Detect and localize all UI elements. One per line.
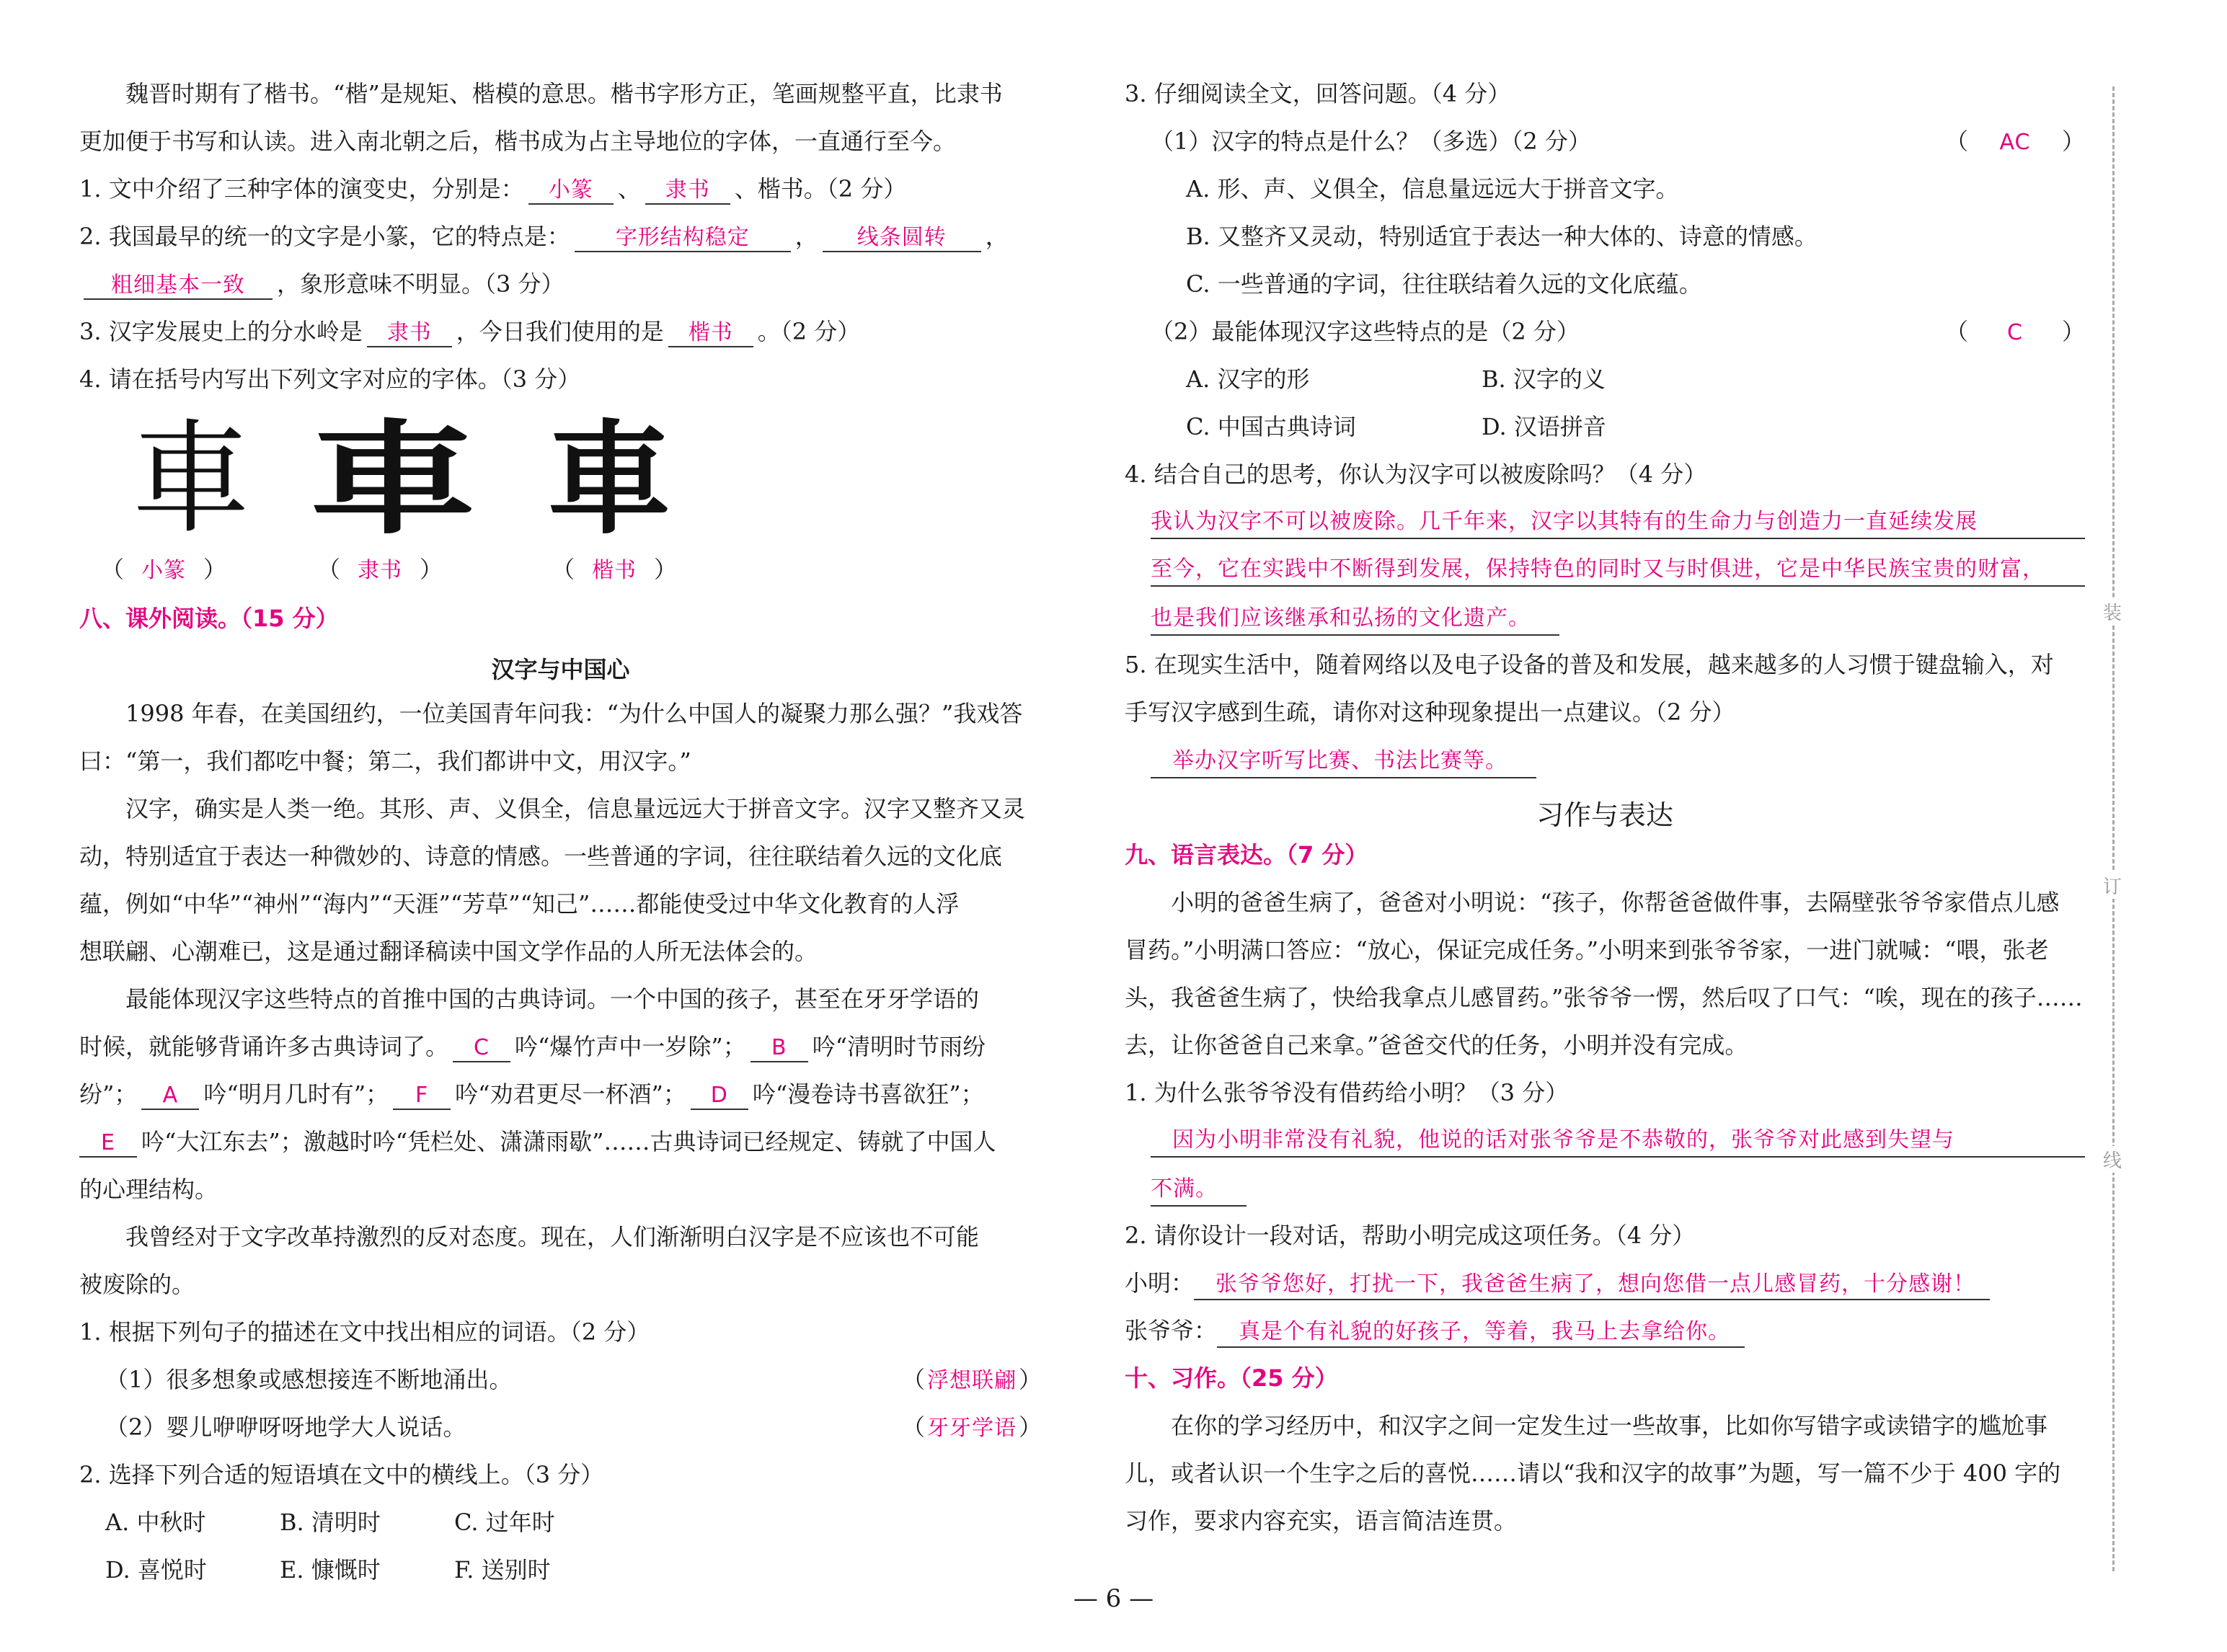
paragraph-line: 蕴，例如“中华”“神州”“海内”“天涯”“芳草”“知己”……都能使受过中华文化教育的人浮 [79,890,960,918]
answer-blank[interactable]: 粗细基本一致 [84,272,273,300]
question-2: 2. 我国最早的统一的文字是小篆，它的特点是： 字形结构稳定 ， 线条圆转 ， [79,222,1042,252]
option: A. 形、声、义俱全，信息量远远大于拼音文字。 [1186,175,1679,203]
answer-line[interactable]: 至今，它在实践中不断得到发展，保持特色的同时又与时俱进，它是中华民族宝贵的财富， [1125,555,2085,587]
reading-question-1-2: （2）婴儿咿咿呀呀地学大人说话。 （ 牙牙学语） [79,1413,1042,1442]
paragraph-line: 曰：“第一，我们都吃中餐；第二，我们都讲中文，用汉字。” [79,747,691,775]
answer-blank[interactable]: C [453,1035,510,1062]
language-question-1: 1. 为什么张爷爷没有借药给小明？（3 分） [1125,1079,1569,1106]
answer-field[interactable]: 浮想联翩 [926,1368,1017,1393]
page-number: — 6 — [1073,1584,1154,1613]
answer-line[interactable]: 因为小明非常没有礼貌，他说的话对张爷爷是不恭敬的，张爷爷对此感到失望与 [1125,1126,2085,1158]
speaker: 小明： [1125,1269,1195,1297]
glyph-answer-3: （ 楷书 ） [552,556,678,583]
binding-mark: 线 [2103,1146,2122,1173]
answer-blank[interactable]: B [751,1035,808,1062]
dialog-line [1125,1316,2085,1348]
answer-blank[interactable]: D [691,1083,748,1110]
answer-blank[interactable]: 隶书 [645,177,730,205]
answer-blank[interactable]: F [393,1083,451,1110]
question-2-cont: 粗细基本一致 ，象形意味不明显。（3 分） [79,270,1042,300]
paragraph-line: 儿，或者认识一个生字之后的喜悦……请以“我和汉字的故事”为题，写一篇不少于 400 字的 [1125,1460,2061,1487]
reading-question-2: 2. 选择下列合适的短语填在文中的横线上。（3 分） [79,1461,604,1488]
answer-line[interactable]: 张爷爷您好，打扰一下，我爸爸生病了，想向您借一点儿感冒药，十分感谢！ [1194,1270,1990,1300]
answer-line[interactable]: 举办汉字听写比赛、书法比赛等。 [1125,745,2085,778]
answer-blank[interactable]: 楷书 [668,320,753,347]
paragraph-line: 被废除的。 [79,1271,195,1298]
reading-question-3-1: （1）汉字的特点是什么？（多选）（2 分） （ AC ） [1125,127,2085,156]
glyph-answer-2: （ 隶书 ） [317,556,443,583]
answer-field[interactable]: C [2007,320,2023,345]
reading-question-1-1: （1）很多想象或感想接连不断地涌出。 （ 浮想联翩） [79,1365,1042,1394]
article-title: 汉字与中国心 [491,656,630,683]
option: C. 中国古典诗词 [1186,413,1356,440]
answer-field[interactable]: 牙牙学语 [926,1416,1017,1441]
answer-line[interactable]: 不满。 [1125,1173,2085,1207]
answer-blank[interactable]: E [79,1130,137,1158]
intro-line: 更加便于书写和认读。进入南北朝之后，楷书成为占主导地位的字体，一直通行至今。 [79,128,957,155]
speaker: 张爷爷： [1125,1317,1218,1344]
reading-question-3: 3. 仔细阅读全文，回答问题。（4 分） [1125,80,1511,107]
paragraph-line: 小明的爸爸生病了，爸爸对小明说：“孩子，你帮爸爸做件事，去隔壁张爷爷家借点儿感 [1171,889,2060,916]
question-3: 3. 汉字发展史上的分水岭是 隶书 ，今日我们使用的是 楷书 。（2 分） [79,317,1042,347]
reading-question-1: 1. 根据下列句子的描述在文中找出相应的词语。（2 分） [79,1318,650,1346]
section-9-heading: 九、语言表达。（7 分） [1125,841,1368,869]
answer-line[interactable]: 真是个有礼貌的好孩子，等着，我马上去拿给你。 [1217,1318,1745,1348]
section-8-heading: 八、课外阅读。（15 分） [79,605,339,632]
paragraph-line: 汉字，确实是人类一绝。其形、声、义俱全，信息量远远大于拼音文字。汉字又整齐又灵 [125,795,1026,822]
paragraph-line: 在你的学习经历中，和汉字之间一定发生过一些故事，比如你写错字或读错字的尴尬事 [1171,1412,2048,1439]
answer-field[interactable]: AC [1999,130,2031,155]
answer-blank[interactable]: 字形结构稳定 [575,225,791,252]
paragraph-line: 去，让你爸爸自己来拿。”爸爸交代的任务，小明并没有完成。 [1125,1031,1748,1059]
paragraph-line: 动，特别适宜于表达一种微妙的、诗意的情感。一些普通的字词，往往联结着久远的文化底 [79,843,1003,870]
answer-blank[interactable]: 线条圆转 [823,225,981,252]
paragraph-line: 时候，就能够背诵许多古典诗词了。 C 吟“爆竹声中一岁除”； B 吟“清明时节雨纷 [79,1032,1042,1062]
option: A. 汉字的形 [1186,365,1310,393]
option: B. 又整齐又灵动，特别适宜于表达一种大体的、诗意的情感。 [1186,223,1818,250]
reading-question-4: 4. 结合自己的思考，你认为汉字可以被废除吗？（4 分） [1125,461,1707,488]
binding-mark: 装 [2103,598,2122,625]
question-1: 1. 文中介绍了三种字体的演变史，分别是： 小篆 、 隶书 、楷书。（2 分） [79,174,1042,205]
option: F. 送别时 [454,1556,551,1584]
option: A. 中秋时 [105,1509,206,1536]
paragraph-line: E 吟“大江东去”；激越时吟“凭栏处、潇潇雨歇”……古典诗词已经规定、铸就了中国人 [79,1127,1042,1158]
reading-question-5-cont: 手写汉字感到生疏，请你对这种现象提出一点建议。（2 分） [1125,698,1735,726]
option: C. 过年时 [454,1509,555,1536]
dialog-line [1125,1269,2085,1300]
reading-question-3-2: （2）最能体现汉字这些特点的是（2 分） （ C ） [1125,317,2085,346]
paragraph-line: 最能体现汉字这些特点的首推中国的古典诗词。一个中国的孩子，甚至在牙牙学语的 [125,985,980,1013]
paragraph-line: 我曾经对于文字改革持激烈的反对态度。现在，人们渐渐明白汉字是不应该也不可能 [125,1223,980,1251]
binding-mark: 订 [2103,872,2122,899]
paragraph-line: 头，我爸爸生病了，快给我拿点儿感冒药。”张爷爷一愣，然后叹了口气：“唉，现在的孩子…… [1125,984,2083,1011]
answer-blank[interactable]: A [141,1083,199,1110]
regular-script-glyph: 車 [548,407,671,551]
seal-script-glyph: 車 [133,408,249,551]
glyph-answer-1: （ 小篆 ） [101,556,227,583]
option: E. 慷慨时 [280,1556,381,1584]
paragraph-line: 习作，要求内容充实，语言简洁连贯。 [1125,1507,1518,1535]
paragraph-line: 1998 年春，在美国纽约，一位美国青年问我：“为什么中国人的凝聚力那么强？”我戏答 [125,700,1023,727]
section-title: 习作与表达 [1536,799,1673,831]
answer-line[interactable]: 我认为汉字不可以被废除。几千年来，汉字以其特有的生命力与创造力一直延续发展 [1125,507,2085,539]
language-question-2: 2. 请你设计一段对话，帮助小明完成这项任务。（4 分） [1125,1222,1696,1249]
reading-question-5: 5. 在现实生活中，随着网络以及电子设备的普及和发展，越来越多的人习惯于键盘输入，对 [1125,651,2054,678]
option: D. 喜悦时 [105,1556,207,1584]
option: B. 清明时 [280,1509,381,1536]
question-4: 4. 请在括号内写出下列文字对应的字体。（3 分） [79,365,581,393]
paragraph-line: 纷”； A 吟“明月几时有”； F 吟“劝君更尽一杯酒”； D 吟“漫卷诗书喜欲狂”； [79,1080,1042,1110]
binding-line [2112,86,2115,1571]
section-10-heading: 十、习作。（25 分） [1125,1364,1338,1392]
option: C. 一些普通的字词，往往联结着久远的文化底蕴。 [1186,270,1702,298]
clerical-script-glyph: 車 [310,407,476,551]
intro-line: 魏晋时期有了楷书。“楷”是规矩、楷模的意思。楷书字形方正，笔画规整平直，比隶书 [125,80,1003,107]
option: D. 汉语拼音 [1482,413,1606,440]
paragraph-line: 冒药。”小明满口答应：“放心，保证完成任务。”小明来到张爷爷家，一进门就喊：“喂，张老 [1125,936,2049,964]
answer-blank[interactable]: 隶书 [367,320,452,347]
answer-line[interactable]: 也是我们应该继承和弘扬的文化遗产。 [1125,603,2085,636]
answer-blank[interactable]: 小篆 [528,177,614,205]
option: B. 汉字的义 [1482,365,1606,393]
paragraph-line: 的心理结构。 [79,1176,218,1203]
paragraph-line: 想联翩、心潮难已，这是通过翻译稿读中国文学作品的人所无法体会的。 [79,938,818,965]
